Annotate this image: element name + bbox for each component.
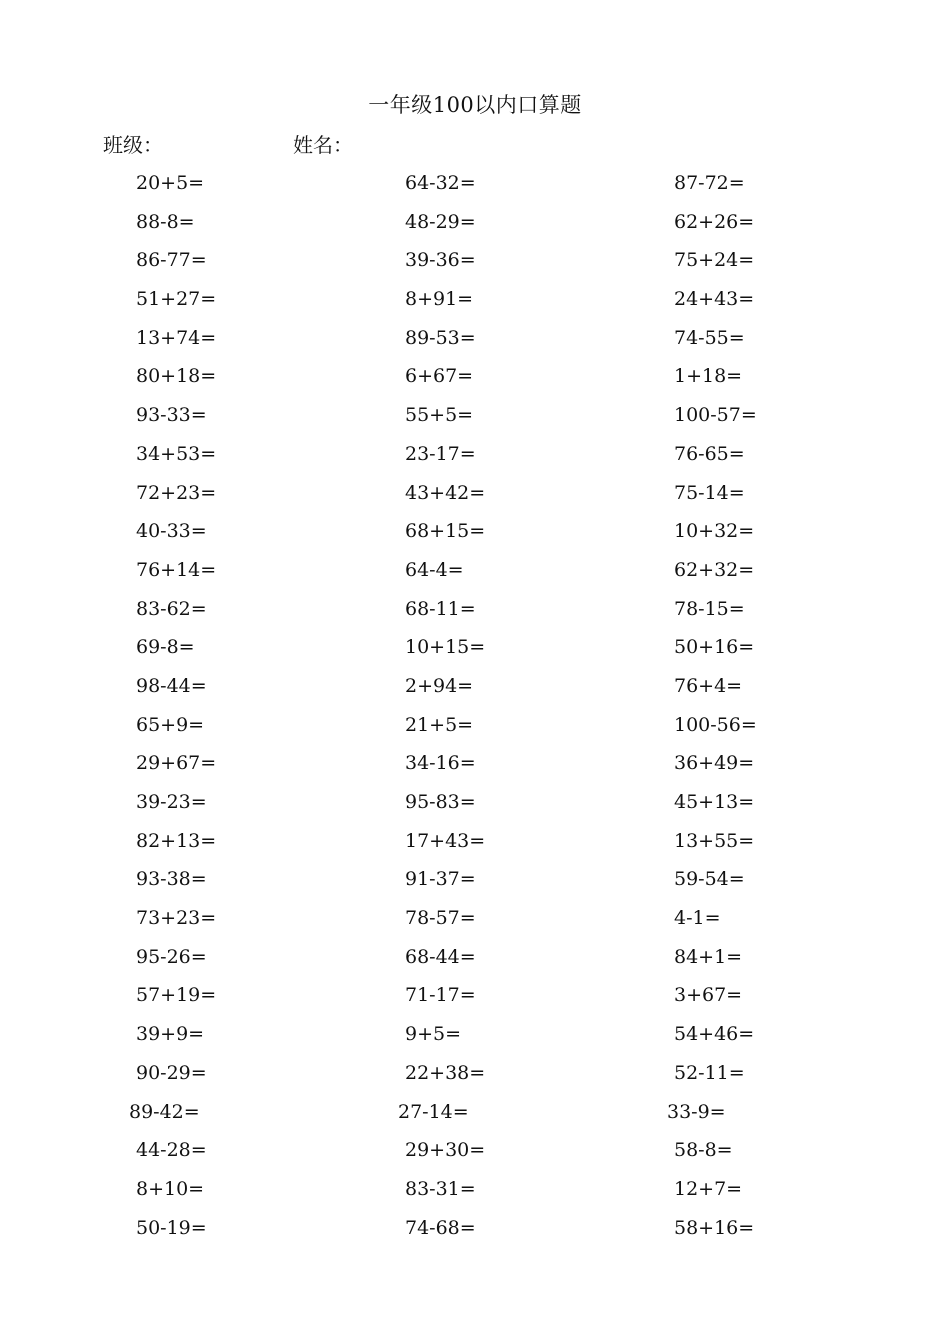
math-problem: 8+91= bbox=[405, 288, 474, 311]
math-problem: 39-36= bbox=[405, 249, 476, 272]
math-problem: 58-8= bbox=[674, 1139, 733, 1162]
math-problem: 3+67= bbox=[674, 984, 743, 1007]
problem-row bbox=[0, 787, 950, 826]
problem-row bbox=[0, 1097, 950, 1136]
math-problem: 33-9= bbox=[667, 1100, 726, 1123]
math-problem: 84+1= bbox=[674, 945, 743, 968]
problem-row bbox=[0, 168, 950, 207]
problem-row bbox=[0, 826, 950, 865]
problem-row bbox=[0, 594, 950, 633]
problem-row bbox=[0, 632, 950, 671]
math-problem: 58+16= bbox=[674, 1216, 755, 1239]
math-problem: 10+32= bbox=[674, 520, 755, 543]
math-problem: 62+32= bbox=[674, 558, 755, 581]
math-problem: 69-8= bbox=[136, 636, 195, 659]
math-problem: 89-42= bbox=[129, 1100, 200, 1123]
math-problem: 82+13= bbox=[136, 829, 217, 852]
math-problem: 74-55= bbox=[674, 326, 745, 349]
problem-row bbox=[0, 864, 950, 903]
math-problem: 36+49= bbox=[674, 752, 755, 775]
problem-row bbox=[0, 1135, 950, 1174]
problem-row bbox=[0, 980, 950, 1019]
math-problem: 76+14= bbox=[136, 558, 217, 581]
math-problem: 68-11= bbox=[405, 597, 476, 620]
math-problem: 50+16= bbox=[674, 636, 755, 659]
math-problem: 74-68= bbox=[405, 1216, 476, 1239]
math-problem: 52-11= bbox=[674, 1061, 745, 1084]
math-problem: 13+74= bbox=[136, 326, 217, 349]
math-problem: 29+30= bbox=[405, 1139, 486, 1162]
math-problem: 20+5= bbox=[136, 172, 205, 194]
math-problem: 86-77= bbox=[136, 249, 207, 272]
problem-row bbox=[0, 361, 950, 400]
problem-row bbox=[0, 903, 950, 942]
math-problem: 24+43= bbox=[674, 288, 755, 311]
math-problem: 76+4= bbox=[674, 674, 743, 697]
math-problem: 10+15= bbox=[405, 636, 486, 659]
problem-row bbox=[0, 323, 950, 362]
math-problem: 93-33= bbox=[136, 404, 207, 427]
math-problem: 62+26= bbox=[674, 210, 755, 233]
math-problem: 51+27= bbox=[136, 288, 217, 311]
problem-row bbox=[0, 400, 950, 439]
math-problem: 93-38= bbox=[136, 868, 207, 891]
math-problem: 9+5= bbox=[405, 1023, 462, 1046]
math-problem: 59-54= bbox=[674, 868, 745, 891]
math-problem: 29+67= bbox=[136, 752, 217, 775]
math-problem: 22+38= bbox=[405, 1061, 486, 1084]
math-problem: 100-56= bbox=[674, 713, 757, 736]
problem-row bbox=[0, 1019, 950, 1058]
math-problem: 98-44= bbox=[136, 674, 207, 697]
math-problem: 45+13= bbox=[674, 791, 755, 813]
math-problem: 34-16= bbox=[405, 752, 476, 775]
math-problem: 78-57= bbox=[405, 907, 476, 930]
math-problem: 13+55= bbox=[674, 829, 755, 852]
math-problem: 83-62= bbox=[136, 597, 207, 620]
math-problem: 73+23= bbox=[136, 907, 217, 930]
math-problem: 100-57= bbox=[674, 404, 757, 427]
math-problem: 21+5= bbox=[405, 713, 474, 736]
math-problem: 91-37= bbox=[405, 868, 476, 891]
math-problem: 89-53= bbox=[405, 326, 476, 349]
math-problem: 71-17= bbox=[405, 984, 476, 1007]
problem-grid bbox=[0, 168, 950, 1251]
math-problem: 72+23= bbox=[136, 481, 217, 504]
math-problem: 64-32= bbox=[405, 172, 476, 194]
math-problem: 23-17= bbox=[405, 442, 476, 465]
math-problem: 27-14= bbox=[398, 1100, 469, 1123]
name-label: 姓名： bbox=[293, 133, 353, 157]
math-problem: 43+42= bbox=[405, 481, 486, 504]
math-problem: 90-29= bbox=[136, 1061, 207, 1084]
problem-row bbox=[0, 516, 950, 555]
math-problem: 88-8= bbox=[136, 210, 195, 233]
math-problem: 75-14= bbox=[674, 481, 745, 504]
problem-row bbox=[0, 942, 950, 981]
math-problem: 6+67= bbox=[405, 365, 474, 388]
math-problem: 87-72= bbox=[674, 172, 745, 194]
problem-row bbox=[0, 1058, 950, 1097]
class-label: 班级： bbox=[103, 133, 163, 157]
math-problem: 39+9= bbox=[136, 1023, 205, 1046]
page-title: 一年级100以内口算题 bbox=[368, 93, 582, 117]
math-problem: 40-33= bbox=[136, 520, 207, 543]
problem-row bbox=[0, 478, 950, 517]
problem-row bbox=[0, 1174, 950, 1213]
math-problem: 44-28= bbox=[136, 1139, 207, 1162]
math-problem: 2+94= bbox=[405, 674, 474, 697]
math-problem: 55+5= bbox=[405, 404, 474, 427]
math-problem: 95-26= bbox=[136, 945, 207, 968]
problem-row bbox=[0, 555, 950, 594]
math-problem: 80+18= bbox=[136, 365, 217, 388]
math-problem: 64-4= bbox=[405, 558, 464, 581]
math-problem: 95-83= bbox=[405, 791, 476, 813]
problem-row bbox=[0, 1213, 950, 1252]
math-problem: 39-23= bbox=[136, 791, 207, 813]
math-problem: 1+18= bbox=[674, 365, 743, 388]
math-problem: 76-65= bbox=[674, 442, 745, 465]
math-problem: 83-31= bbox=[405, 1177, 476, 1200]
math-problem: 78-15= bbox=[674, 597, 745, 620]
math-problem: 4-1= bbox=[674, 907, 721, 930]
problem-row bbox=[0, 439, 950, 478]
math-problem: 12+7= bbox=[674, 1177, 743, 1200]
problem-row bbox=[0, 245, 950, 284]
math-problem: 54+46= bbox=[674, 1023, 755, 1046]
math-problem: 75+24= bbox=[674, 249, 755, 272]
math-problem: 17+43= bbox=[405, 829, 486, 852]
problem-row bbox=[0, 207, 950, 246]
math-problem: 65+9= bbox=[136, 713, 205, 736]
math-problem: 57+19= bbox=[136, 984, 217, 1007]
math-problem: 68-44= bbox=[405, 945, 476, 968]
problem-row bbox=[0, 671, 950, 710]
math-problem: 48-29= bbox=[405, 210, 476, 233]
math-problem: 8+10= bbox=[136, 1177, 205, 1200]
math-problem: 68+15= bbox=[405, 520, 486, 543]
problem-row bbox=[0, 748, 950, 787]
math-problem: 50-19= bbox=[136, 1216, 207, 1239]
math-problem: 34+53= bbox=[136, 442, 217, 465]
problem-row bbox=[0, 710, 950, 749]
problem-row bbox=[0, 284, 950, 323]
